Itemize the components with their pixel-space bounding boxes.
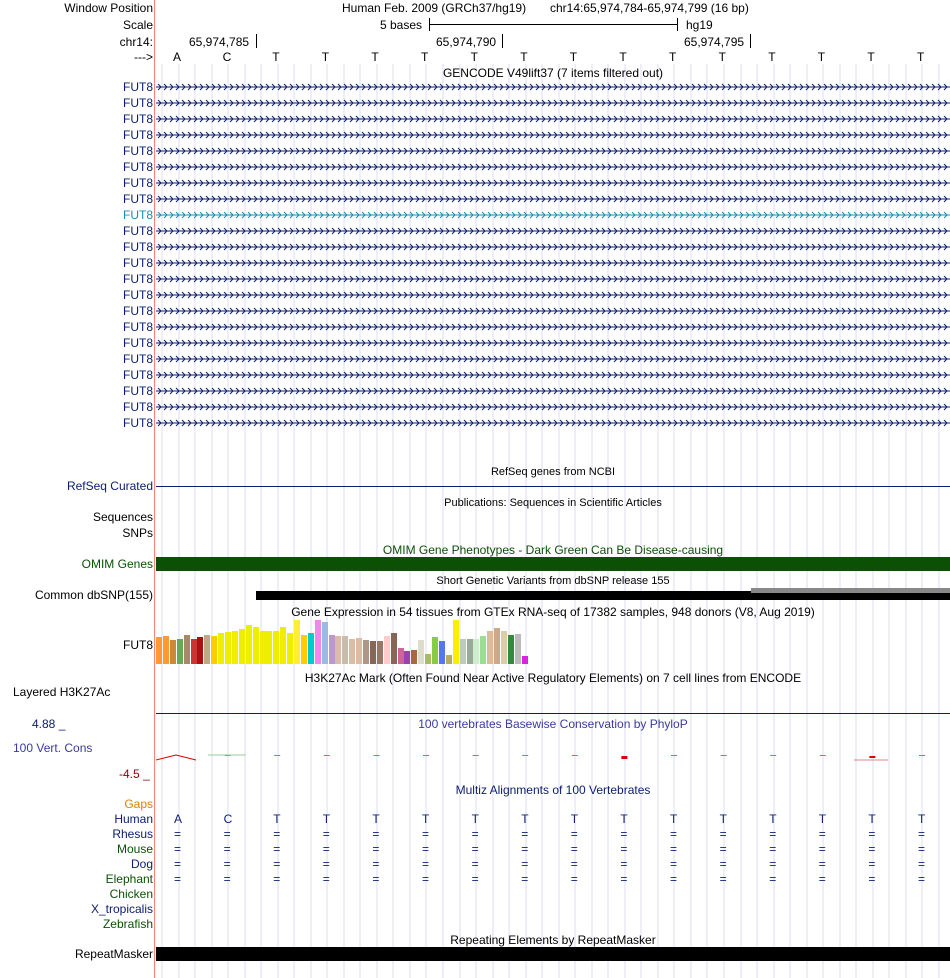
gtex-tissue-bar <box>191 639 197 664</box>
multiz-match-mark: = <box>719 872 727 886</box>
dbsnp-title[interactable]: Short Genetic Variants from dbSNP release 155 <box>436 575 670 587</box>
gencode-transcript-line[interactable] <box>156 272 950 286</box>
gencode-transcript-line[interactable] <box>156 304 950 318</box>
gencode-transcript-line[interactable] <box>156 80 950 94</box>
gtex-tissue-bar <box>308 633 314 664</box>
gencode-transcript-label[interactable]: FUT8 <box>123 224 153 238</box>
repeatmasker-feature[interactable] <box>156 947 950 961</box>
strand-label: ---> <box>134 50 153 64</box>
refseq-title[interactable]: RefSeq genes from NCBI <box>490 466 616 478</box>
refseq-line <box>156 486 950 487</box>
multiz-species-label[interactable]: Rhesus <box>112 827 153 841</box>
gtex-tissue-bar <box>211 636 217 664</box>
gencode-transcript-label[interactable]: FUT8 <box>123 240 153 254</box>
gtex-tissue-bar <box>239 629 245 664</box>
multiz-match-mark: = <box>174 857 182 871</box>
gtex-tissue-bar <box>232 631 238 664</box>
multiz-match-mark: = <box>223 872 231 886</box>
multiz-match-mark: = <box>670 872 678 886</box>
base-letter: T <box>520 50 528 64</box>
publications-sequences-label[interactable]: Sequences <box>92 510 153 524</box>
multiz-base-letter: T <box>471 812 479 826</box>
multiz-base-letter: T <box>918 812 926 826</box>
gencode-transcript-line[interactable] <box>156 416 950 430</box>
multiz-match-mark: = <box>818 842 826 856</box>
gencode-transcript-line[interactable] <box>156 336 950 350</box>
h3k27ac-baseline <box>156 713 950 714</box>
multiz-base-letter: T <box>322 812 331 826</box>
multiz-base-letter: T <box>818 812 827 826</box>
gencode-transcript-line[interactable] <box>156 96 950 110</box>
multiz-match-mark: = <box>223 842 231 856</box>
chrom-label: chr14: <box>119 35 153 49</box>
multiz-match-mark: = <box>322 827 330 841</box>
gtex-tissue-bar <box>342 636 348 664</box>
phylop-label[interactable]: 100 Vert. Cons <box>13 741 93 755</box>
gtex-tissue-bar <box>273 631 279 664</box>
phylop-value-mark <box>274 755 280 756</box>
phylop-value-mark <box>621 756 627 759</box>
multiz-base-letter: C <box>223 812 233 826</box>
gtex-tissue-bar <box>253 627 259 664</box>
multiz-match-mark: = <box>422 842 430 856</box>
multiz-match-mark: = <box>620 842 628 856</box>
gtex-tissue-bar <box>377 641 383 664</box>
gencode-transcript-label[interactable]: FUT8 <box>123 368 153 382</box>
coord-tick-mark <box>256 34 257 48</box>
gencode-transcript-line[interactable] <box>156 240 950 254</box>
gencode-transcript-label[interactable]: FUT8 <box>123 272 153 286</box>
multiz-match-mark: = <box>471 827 479 841</box>
dbsnp-variant-gray[interactable] <box>751 588 950 593</box>
multiz-match-mark: = <box>918 857 926 871</box>
gencode-transcript-line[interactable] <box>156 144 950 158</box>
gtex-tissue-bar <box>425 654 431 664</box>
multiz-match-mark: = <box>422 857 430 871</box>
coord-tick-1: 65,974,785 <box>189 35 250 49</box>
multiz-species-label[interactable]: Human <box>114 812 153 826</box>
gencode-transcript-line[interactable] <box>156 256 950 270</box>
gencode-transcript-label[interactable]: FUT8 <box>123 192 153 206</box>
multiz-match-mark: = <box>521 857 529 871</box>
multiz-match-mark: = <box>818 857 826 871</box>
gtex-tissue-bar <box>404 651 410 664</box>
omim-title[interactable]: OMIM Gene Phenotypes - Dark Green Can Be Disease-causing <box>382 543 724 557</box>
gtex-tissue-bar <box>287 633 293 664</box>
multiz-match-mark: = <box>471 842 479 856</box>
gtex-tissue-bar <box>522 656 528 664</box>
gtex-tissue-bar <box>356 638 362 664</box>
gencode-transcript-label[interactable]: FUT8 <box>123 208 153 222</box>
phylop-value-mark <box>423 755 429 756</box>
gencode-transcript-line[interactable] <box>156 320 950 334</box>
gencode-transcript-line[interactable] <box>156 176 950 190</box>
multiz-match-mark: = <box>918 827 926 841</box>
gencode-transcript-label[interactable]: FUT8 <box>123 128 153 142</box>
gencode-transcript-line[interactable] <box>156 400 950 414</box>
base-letter: T <box>321 50 330 64</box>
multiz-species-label[interactable]: Chicken <box>109 887 153 901</box>
gtex-tissue-bar <box>370 641 376 664</box>
multiz-match-mark: = <box>223 857 231 871</box>
gencode-transcript-label[interactable]: FUT8 <box>123 400 153 414</box>
gtex-tissue-bar <box>266 631 272 664</box>
gtex-tissue-bar <box>280 627 286 664</box>
refseq-label[interactable]: RefSeq Curated <box>66 479 153 493</box>
multiz-match-mark: = <box>223 827 231 841</box>
gencode-transcript-label[interactable]: FUT8 <box>123 384 153 398</box>
gencode-transcript-label[interactable]: FUT8 <box>123 144 153 158</box>
phylop-value-mark <box>869 756 875 758</box>
gtex-tissue-bar <box>398 648 404 664</box>
repeatmasker-title[interactable]: Repeating Elements by RepeatMasker <box>450 933 656 947</box>
gtex-tissue-bar <box>391 633 397 664</box>
base-letter: T <box>272 50 280 64</box>
gtex-tissue-bar <box>363 640 369 664</box>
assembly-title: Human Feb. 2009 (GRCh37/hg19) <box>342 1 527 15</box>
gtex-tissue-bar <box>315 620 321 664</box>
multiz-match-mark: = <box>620 827 628 841</box>
gtex-tissue-bar <box>225 632 231 664</box>
gencode-transcript-line[interactable] <box>156 384 950 398</box>
repeatmasker-label[interactable]: RepeatMasker <box>74 947 153 961</box>
multiz-match-mark: = <box>570 842 578 856</box>
gencode-transcript-line[interactable] <box>156 288 950 302</box>
phylop-value-mark <box>522 755 528 756</box>
multiz-match-mark: = <box>769 872 777 886</box>
gtex-tissue-bar <box>460 639 466 664</box>
multiz-gaps-label: Gaps <box>124 797 153 811</box>
multiz-species-label[interactable]: Zebrafish <box>102 917 153 931</box>
gtex-tissue-bar <box>301 635 307 664</box>
coord-tick-mark <box>750 34 751 48</box>
multiz-match-mark: = <box>719 842 727 856</box>
h3k27ac-title[interactable]: H3K27Ac Mark (Often Found Near Active Regulatory Elements) on 7 cell lines from ENCODE <box>304 671 802 685</box>
multiz-base-letter: T <box>570 812 579 826</box>
gencode-transcript-label[interactable]: FUT8 <box>123 80 153 94</box>
phylop-value-mark <box>373 755 379 756</box>
gtex-tissue-bar <box>515 634 521 664</box>
multiz-match-mark: = <box>868 842 876 856</box>
phylop-value-mark <box>473 755 479 756</box>
gtex-tissue-bar <box>177 639 183 664</box>
gtex-tissue-bar <box>446 655 452 664</box>
multiz-match-mark: = <box>868 872 876 886</box>
multiz-base-letter: T <box>769 812 777 826</box>
omim-label[interactable]: OMIM Genes <box>81 557 153 571</box>
phylop-title[interactable]: 100 vertebrates Basewise Conservation by PhyloP <box>418 717 688 731</box>
gtex-tissue-bar <box>349 639 355 664</box>
gencode-transcript-line[interactable] <box>156 208 950 222</box>
gtex-tissue-bar <box>156 637 162 664</box>
gtex-tissue-bar <box>163 636 169 664</box>
gtex-title[interactable]: Gene Expression in 54 tissues from GTEx RNA-seq of 17382 samples, 948 donors (V8, Aug 2019) <box>291 605 815 619</box>
base-letter: T <box>669 50 677 64</box>
gtex-tissue-bar <box>418 640 424 664</box>
multiz-match-mark: = <box>620 872 628 886</box>
base-letter: T <box>421 50 429 64</box>
coord-tick-mark <box>502 34 503 48</box>
gtex-tissue-bar <box>494 628 500 664</box>
gencode-title[interactable]: GENCODE V49lift37 (7 items filtered out) <box>442 66 664 80</box>
gtex-tissue-bar <box>501 631 507 664</box>
gencode-transcript-line[interactable] <box>156 224 950 238</box>
multiz-match-mark: = <box>422 872 430 886</box>
multiz-match-mark: = <box>868 857 876 871</box>
multiz-match-mark: = <box>174 842 182 856</box>
multiz-match-mark: = <box>372 842 380 856</box>
phylop-plot[interactable] <box>156 742 950 772</box>
phylop-min-label: -4.5 _ <box>119 767 150 781</box>
multiz-match-mark: = <box>471 857 479 871</box>
gencode-transcript-line[interactable] <box>156 192 950 206</box>
gtex-tissue-bar <box>432 637 438 664</box>
gtex-tissue-bar <box>329 635 335 664</box>
phylop-value-mark <box>156 755 196 760</box>
multiz-match-mark: = <box>471 872 479 886</box>
phylop-value-mark <box>820 755 826 756</box>
multiz-match-mark: = <box>868 827 876 841</box>
base-letter: C <box>222 50 232 64</box>
multiz-match-mark: = <box>818 872 826 886</box>
gtex-tissue-bar <box>439 641 445 664</box>
base-letter: T <box>569 50 578 64</box>
dbsnp-label[interactable]: Common dbSNP(155) <box>34 588 153 602</box>
multiz-match-mark: = <box>670 842 678 856</box>
phylop-max-label: 4.88 _ <box>32 717 66 731</box>
gtex-tissue-bar <box>260 631 266 664</box>
gencode-transcript-label[interactable]: FUT8 <box>123 288 153 302</box>
gencode-transcript-line[interactable] <box>156 160 950 174</box>
multiz-match-mark: = <box>818 827 826 841</box>
multiz-match-mark: = <box>273 842 281 856</box>
multiz-base-letter: T <box>273 812 281 826</box>
multiz-match-mark: = <box>174 872 182 886</box>
scale-label: Scale <box>122 18 153 32</box>
omim-feature[interactable] <box>156 557 950 571</box>
phylop-value-mark <box>572 755 578 756</box>
multiz-match-mark: = <box>570 827 578 841</box>
base-letter: T <box>817 50 826 64</box>
scale-bar <box>429 18 678 31</box>
publications-snps-label[interactable]: SNPs <box>122 526 153 540</box>
gtex-tissue-bar <box>218 633 224 664</box>
multiz-match-mark: = <box>372 872 380 886</box>
base-letter: A <box>173 50 182 64</box>
multiz-match-mark: = <box>521 872 529 886</box>
base-letter: T <box>867 50 875 64</box>
gencode-transcript-line[interactable] <box>156 112 950 126</box>
gtex-tissue-bar <box>384 636 390 664</box>
multiz-match-mark: = <box>570 872 578 886</box>
multiz-match-mark: = <box>620 857 628 871</box>
multiz-match-mark: = <box>273 827 281 841</box>
multiz-match-mark: = <box>670 827 678 841</box>
gencode-transcript-label[interactable]: FUT8 <box>123 112 153 126</box>
gencode-transcript-label[interactable]: FUT8 <box>123 176 153 190</box>
coord-tick-3: 65,974,795 <box>684 35 745 49</box>
multiz-title[interactable]: Multiz Alignments of 100 Vertebrates <box>455 783 651 797</box>
multiz-species-label[interactable]: Mouse <box>116 842 153 856</box>
coord-tick-2: 65,974,790 <box>436 35 497 49</box>
gtex-bar-chart[interactable] <box>156 618 950 668</box>
multiz-base-letter: T <box>719 812 727 826</box>
gencode-transcript-label[interactable]: FUT8 <box>123 160 153 174</box>
gencode-transcript-label[interactable]: FUT8 <box>123 320 153 334</box>
gtex-tissue-bar <box>487 631 493 664</box>
multiz-species-label[interactable]: Elephant <box>105 872 153 886</box>
multiz-match-mark: = <box>719 827 727 841</box>
scale-text: 5 bases <box>380 18 423 32</box>
multiz-match-mark: = <box>521 827 529 841</box>
gtex-tissue-bar <box>322 622 328 664</box>
scale-db: hg19 <box>686 18 713 32</box>
base-letter: T <box>619 50 627 64</box>
phylop-value-mark <box>671 755 677 756</box>
multiz-match-mark: = <box>570 857 578 871</box>
base-letter: T <box>718 50 726 64</box>
phylop-value-mark <box>919 755 925 756</box>
h3k27ac-label[interactable]: Layered H3K27Ac <box>13 685 111 699</box>
phylop-value-mark <box>324 755 330 756</box>
gtex-tissue-bar <box>473 639 479 664</box>
multiz-match-mark: = <box>521 842 529 856</box>
multiz-match-mark: = <box>322 872 330 886</box>
gencode-transcript-label[interactable]: FUT8 <box>123 416 153 430</box>
multiz-base-letter: T <box>521 812 529 826</box>
gtex-tissue-bar <box>508 635 514 664</box>
gtex-tissue-bar <box>335 636 341 664</box>
gencode-transcript-label[interactable]: FUT8 <box>123 256 153 270</box>
base-letter: T <box>768 50 776 64</box>
multiz-match-mark: = <box>769 827 777 841</box>
base-letter: T <box>371 50 379 64</box>
multiz-base-letter: T <box>670 812 678 826</box>
gtex-tissue-bar <box>467 639 473 664</box>
gtex-tissue-bar <box>204 635 210 664</box>
gencode-transcript-line[interactable] <box>156 128 950 142</box>
multiz-match-mark: = <box>372 857 380 871</box>
multiz-match-mark: = <box>719 857 727 871</box>
gtex-tissue-bar <box>184 635 190 664</box>
gencode-transcript-label[interactable]: FUT8 <box>123 304 153 318</box>
gtex-tissue-bar <box>453 620 459 664</box>
multiz-match-mark: = <box>422 827 430 841</box>
gencode-transcript-label[interactable]: FUT8 <box>123 96 153 110</box>
multiz-base-letter: T <box>422 812 430 826</box>
multiz-match-mark: = <box>918 872 926 886</box>
multiz-base-letter: T <box>620 812 628 826</box>
gtex-tissue-bar <box>246 625 252 664</box>
base-letter: T <box>470 50 478 64</box>
multiz-match-mark: = <box>372 827 380 841</box>
gtex-tissue-bar <box>170 640 176 664</box>
gencode-transcript-label[interactable]: FUT8 <box>123 352 153 366</box>
gencode-transcript-label[interactable]: FUT8 <box>123 336 153 350</box>
phylop-value-mark <box>721 755 727 756</box>
position-readout[interactable]: chr14:65,974,784-65,974,799 (16 bp) <box>550 1 749 15</box>
gtex-tissue-bar <box>294 620 300 664</box>
gtex-tissue-bar <box>411 650 417 664</box>
multiz-base-letter: T <box>372 812 380 826</box>
gencode-transcript-line[interactable] <box>156 368 950 382</box>
base-letter: T <box>917 50 925 64</box>
publications-title[interactable]: Publications: Sequences in Scientific Articles <box>444 497 662 509</box>
multiz-species-label[interactable]: Dog <box>130 857 153 871</box>
multiz-match-mark: = <box>769 842 777 856</box>
window-position-label: Window Position <box>64 1 153 15</box>
multiz-match-mark: = <box>769 857 777 871</box>
gtex-tissue-bar <box>197 637 203 664</box>
multiz-match-mark: = <box>322 842 330 856</box>
phylop-value-mark <box>770 755 776 756</box>
multiz-match-mark: = <box>322 857 330 871</box>
gencode-transcript-line[interactable] <box>156 352 950 366</box>
multiz-match-mark: = <box>670 857 678 871</box>
multiz-base-letter: A <box>174 812 183 826</box>
multiz-match-mark: = <box>174 827 182 841</box>
multiz-species-label[interactable]: X_tropicalis <box>90 902 153 916</box>
multiz-match-mark: = <box>273 872 281 886</box>
multiz-match-mark: = <box>918 842 926 856</box>
gtex-tissue-bar <box>480 636 486 664</box>
gtex-label[interactable]: FUT8 <box>123 638 153 652</box>
multiz-base-letter: T <box>868 812 876 826</box>
multiz-match-mark: = <box>273 857 281 871</box>
